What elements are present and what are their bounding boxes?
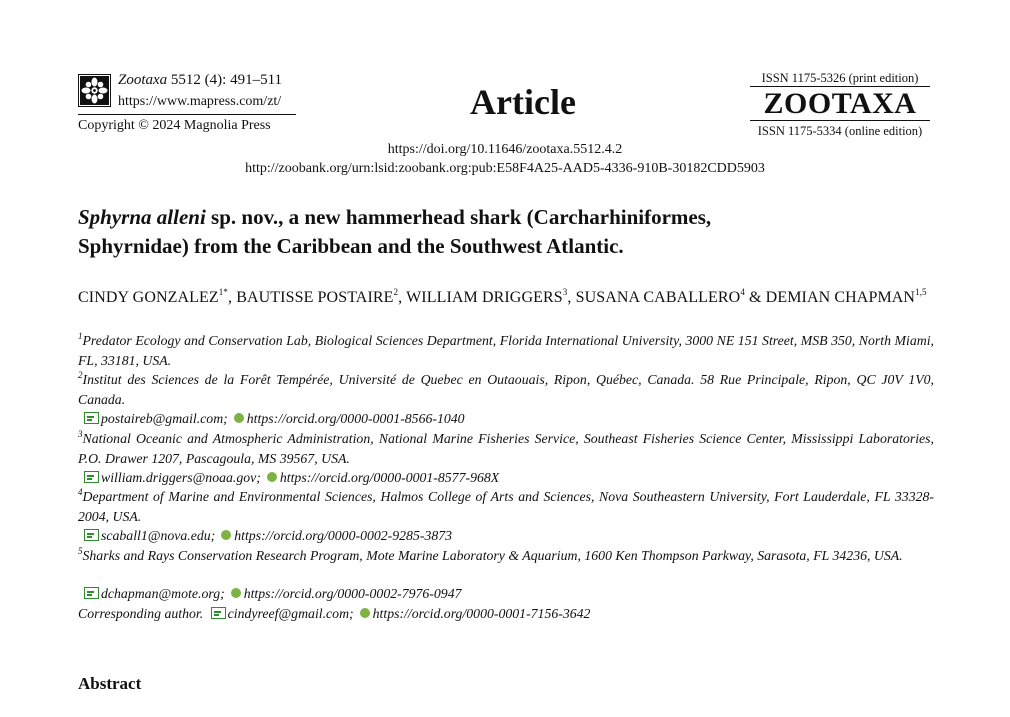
email-icon [84, 587, 99, 599]
email-icon [211, 607, 226, 619]
issn-online: ISSN 1175-5334 (online edition) [757, 124, 923, 138]
zootaxa-wordmark: ZOOTAXA [763, 87, 917, 120]
author-name: WILLIAM DRIGGERS [406, 289, 563, 306]
affiliation-text: Predator Ecology and Conservation Lab, Biological Sciences Department, Florida International University, 3000 NE 151 Street, MSB 350, North Miami, FL, 33181, USA. [78, 333, 934, 368]
author-affiliation-marker: 3 [562, 287, 568, 297]
header-divider [78, 114, 296, 115]
copyright-notice: Copyright © 2024 Magnolia Press [78, 118, 271, 133]
title-text-1: sp. nov., a new hammerhead shark (Carcharhiniformes, [205, 205, 712, 229]
orcid-icon [267, 472, 277, 482]
author-separator: , [567, 289, 576, 306]
zoobank-link[interactable]: http://zoobank.org/urn:lsid:zoobank.org:pub:E58F4A25-AAD5-4336-910B-30182CDD5903 [245, 161, 765, 176]
contact-line-3 [84, 468, 499, 488]
orcid-link[interactable]: https://orcid.org/0000-0001-8566-1040 [246, 411, 465, 426]
affiliation-text: National Oceanic and Atmospheric Administration, National Marine Fisheries Service, Southeast Fisheries Science Center, Mississippi Laboratories, P.O. Drawer 1207, Pascagoula, MS 39567, USA. [78, 431, 934, 466]
orcid-icon [234, 413, 244, 423]
contact-line-2 [84, 409, 465, 429]
email-link[interactable]: postaireb@gmail.com; [101, 411, 228, 426]
affiliation-text: Sharks and Rays Conservation Research Program, Mote Marine Laboratory & Aquarium, 1600 Ken Thompson Parkway, Sarasota, FL 34236, USA. [82, 548, 903, 563]
email-icon [84, 529, 99, 541]
affiliation-number: 4 [78, 487, 83, 497]
affiliation-number: 1 [78, 331, 83, 341]
corresponding-author [78, 604, 590, 624]
corresponding-label: Corresponding author. [78, 606, 204, 621]
author-affiliation-marker: 1,5 [915, 287, 927, 297]
email-link[interactable]: cindyreef@gmail.com; [227, 606, 354, 621]
journal-logo-icon [78, 74, 111, 107]
email-link[interactable]: william.driggers@noaa.gov; [101, 470, 261, 485]
journal-issue: 5512 (4): 491–511 [170, 72, 283, 88]
affiliation-number: 3 [78, 429, 83, 439]
issn-print: ISSN 1175-5326 (print edition) [761, 71, 919, 85]
author-separator: , [398, 289, 407, 306]
author-name: BAUTISSE POSTAIRE [236, 289, 394, 306]
paper-title [78, 203, 938, 261]
journal-name: Zootaxa [118, 72, 168, 88]
email-link[interactable]: dchapman@mote.org; [101, 586, 225, 601]
doi-link[interactable]: https://doi.org/10.11646/zootaxa.5512.4.2 [387, 142, 623, 157]
author-affiliation-marker: 4 [740, 287, 745, 297]
abstract-heading: Abstract [78, 674, 142, 693]
author-affiliation-marker: 2 [393, 287, 399, 297]
affiliation-number: 5 [78, 546, 83, 556]
orcid-link[interactable]: https://orcid.org/0000-0002-9285-3873 [234, 528, 453, 543]
affiliation-2 [78, 370, 934, 409]
orcid-icon [360, 608, 370, 618]
orcid-icon [221, 530, 231, 540]
contact-line-4 [84, 526, 452, 546]
author-name: CINDY GONZALEZ [78, 289, 219, 306]
email-link[interactable]: scaball1@nova.edu; [101, 528, 216, 543]
affiliation-4 [78, 487, 934, 526]
affiliation-text: Institut des Sciences de la Forêt Tempérée, Université de Quebec en Outaouais, Ripon, Québec, Canada. 58 Rue Principale, Ripon, QC J0V 1V0, Canada. [78, 372, 934, 407]
orcid-icon [231, 588, 241, 598]
contact-line-5 [84, 584, 462, 604]
journal-website-link[interactable]: https://www.mapress.com/zt/ [118, 94, 282, 109]
author-name: SUSANA CABALLERO [575, 289, 741, 306]
logo-rule-bottom [750, 120, 930, 121]
species-name: Sphyrna alleni [78, 205, 206, 229]
orcid-link[interactable]: https://orcid.org/0000-0001-8577-968X [279, 470, 500, 485]
journal-citation [118, 70, 282, 90]
author-affiliation-marker: 1* [218, 287, 228, 297]
orcid-link[interactable]: https://orcid.org/0000-0002-7976-0947 [243, 586, 462, 601]
article-type-heading: Article [470, 82, 576, 122]
author-list [78, 287, 934, 309]
affiliation-3 [78, 429, 934, 468]
author-name: DEMIAN CHAPMAN [765, 289, 916, 306]
author-separator: , [228, 289, 237, 306]
email-icon [84, 471, 99, 483]
affiliation-5 [78, 546, 934, 566]
author-separator: & [744, 289, 766, 306]
orcid-link[interactable]: https://orcid.org/0000-0001-7156-3642 [372, 606, 591, 621]
title-text-2: Sphyrnidae) from the Caribbean and the Southwest Atlantic. [78, 234, 624, 258]
email-icon [84, 412, 99, 424]
affiliation-number: 2 [78, 370, 83, 380]
affiliation-text: Department of Marine and Environmental Sciences, Halmos College of Arts and Sciences, Nova Southeastern University, Fort Lauderdale, FL 33328-2004, USA. [78, 489, 934, 524]
affiliation-1 [78, 331, 934, 370]
